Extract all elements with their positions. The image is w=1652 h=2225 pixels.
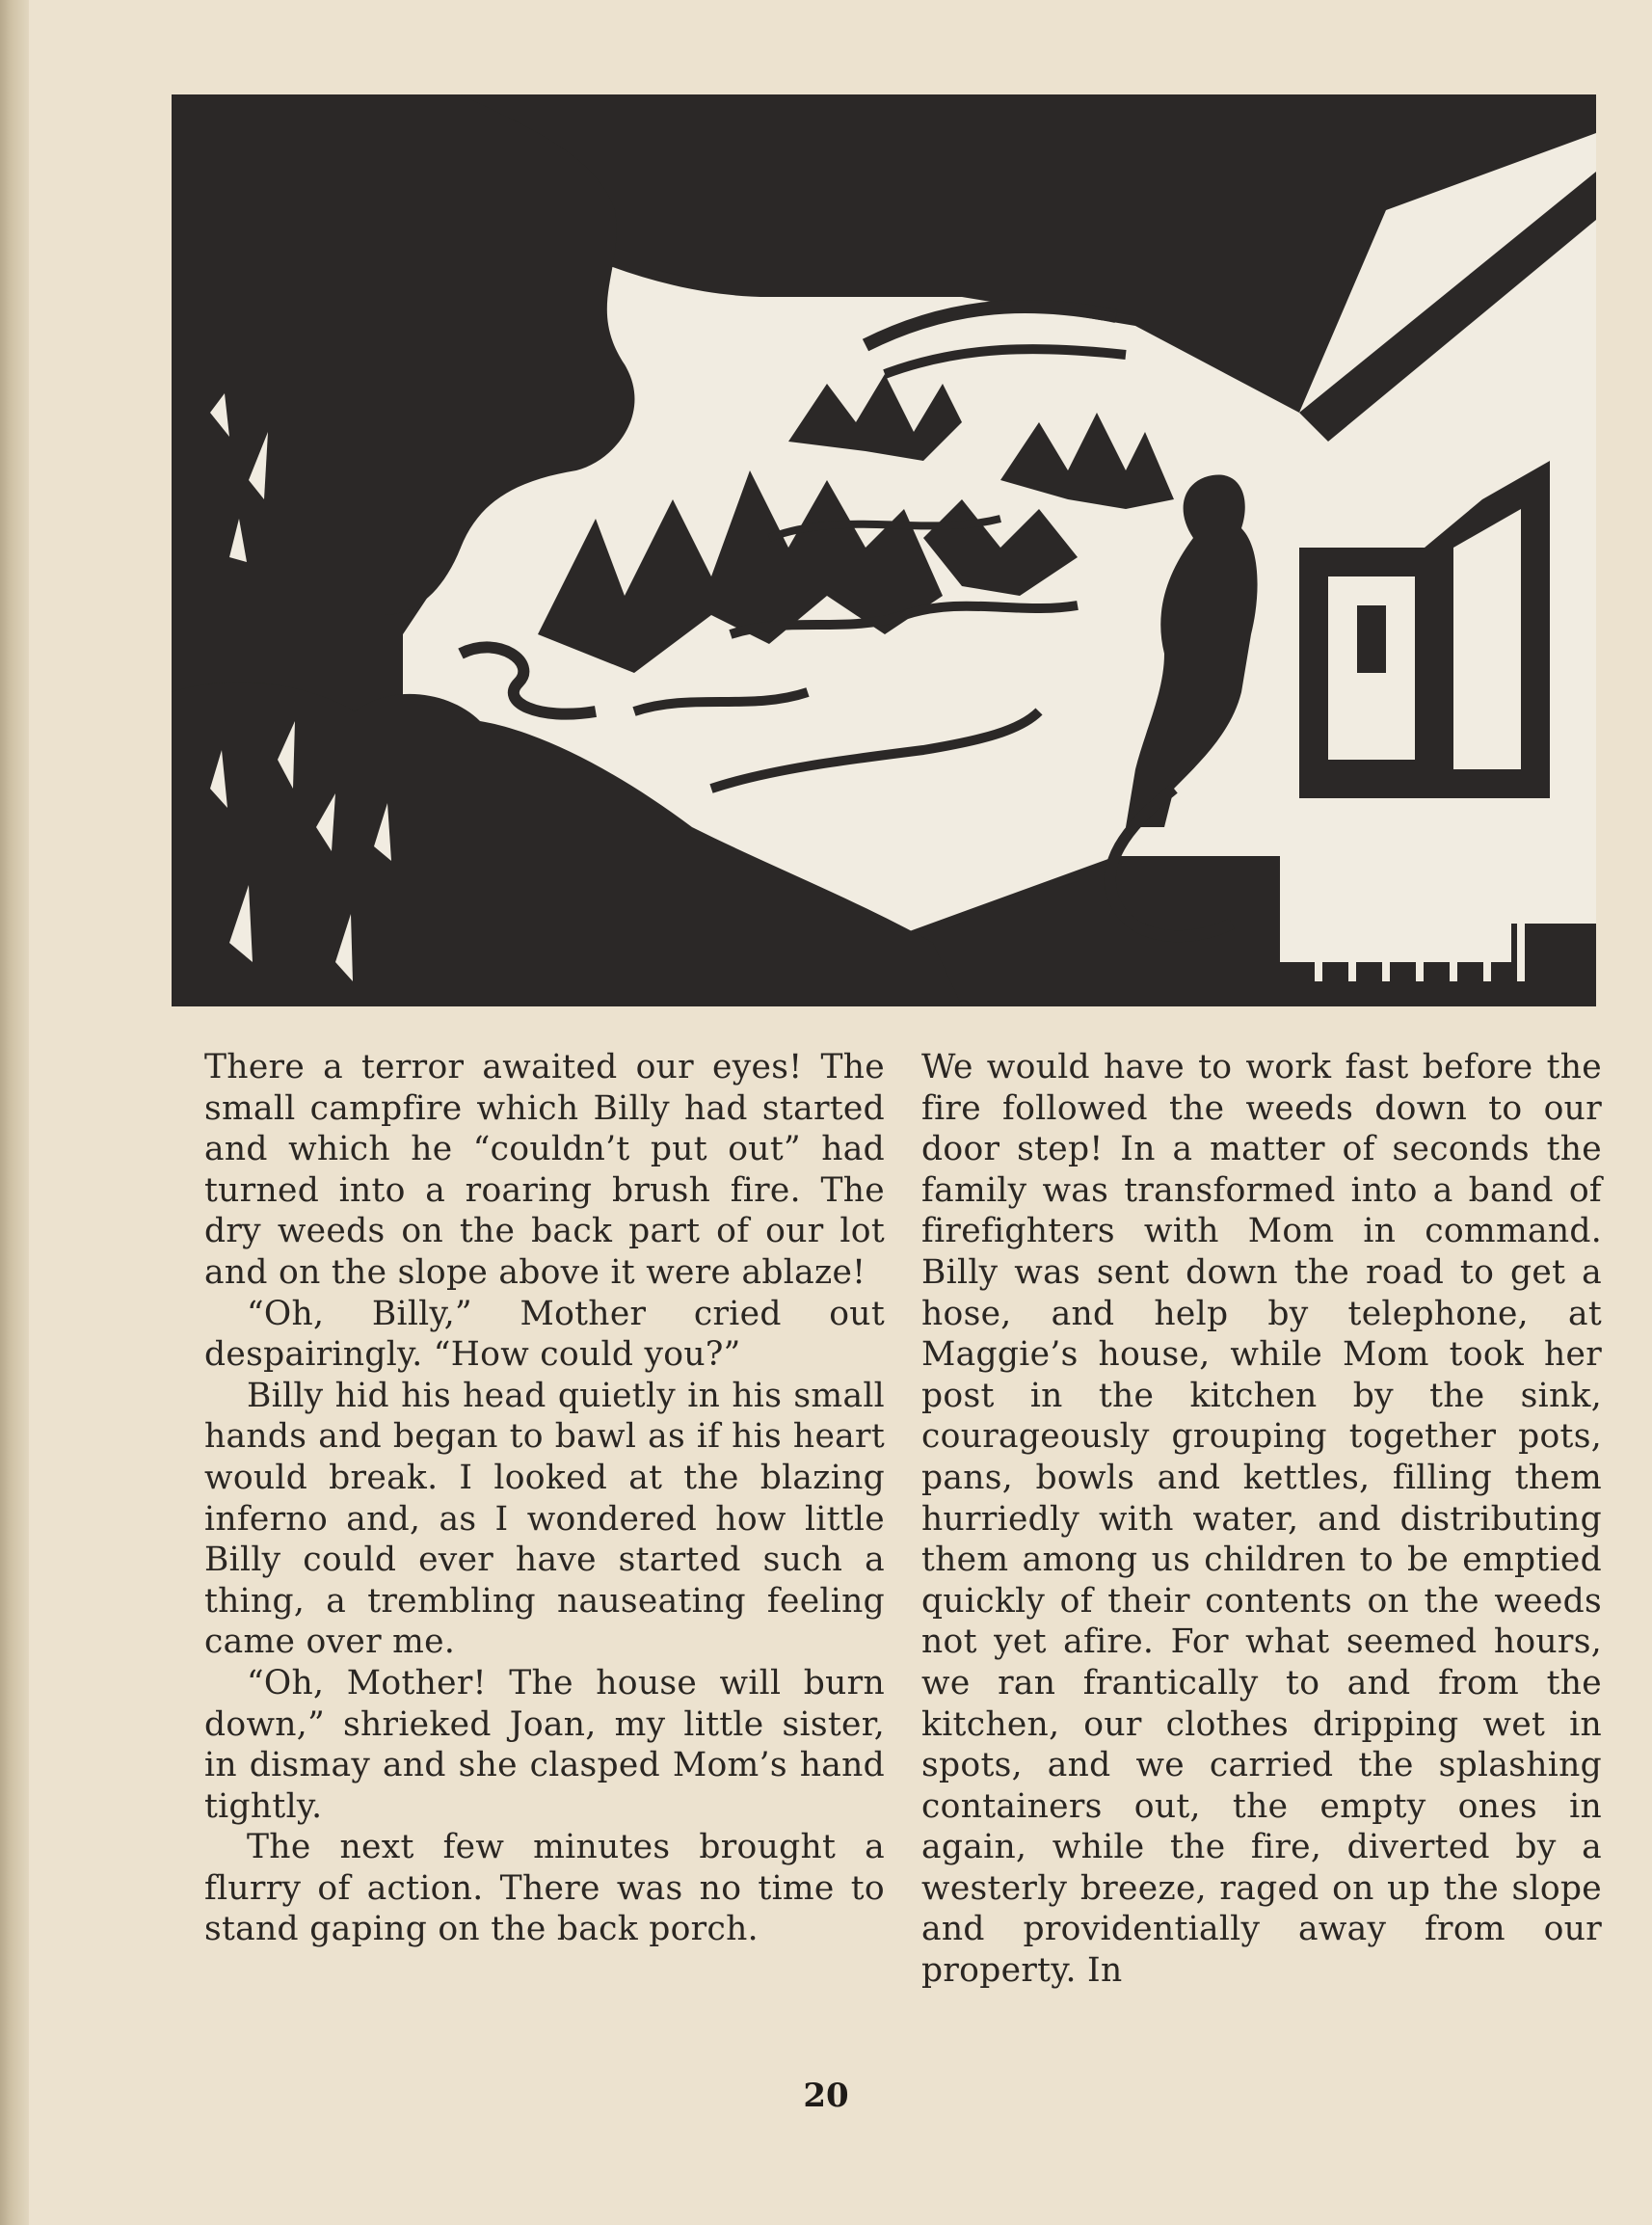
article-left-column bbox=[204, 1047, 885, 1950]
page-spine-edge bbox=[0, 0, 29, 2225]
paragraph: We would have to work fast before the fire followed the weeds down to our door step! In a matter of seconds the family was transformed into a band of firefighters with Mom in command. Billy was sent down the road to get a hose, and help by telephone, at Maggie’s house, while Mom took her post in the kitchen by the sink, courageously grouping together pots, pans, bowls and kettles, filling them hurriedly with water, and distributing them among us children to be emptied quickly of their contents on the weeds not yet afire. For what seemed hours, we ran frantically to and from the kitchen, our clothes dripping wet in spots, and we carried the splashing containers out, the empty ones in again, while the fire, diverted by a westerly breeze, raged on up the slope and providentially away from our property. In bbox=[921, 1048, 1602, 1991]
paragraph: “Oh, Billy,” Mother cried out despairingly. “How could you?” bbox=[204, 1294, 885, 1375]
brush-fire-woodcut-icon bbox=[172, 94, 1596, 1006]
page-number: 20 bbox=[803, 2077, 849, 2115]
paragraph: There a terror awaited our eyes! The small campfire which Billy had started and which he “couldn’t put out” had turned into a roaring brush fire. The dry weeds on the back part of our lot and on the slope above it were ablaze! bbox=[204, 1048, 885, 1292]
paragraph: Billy hid his head quietly in his small hands and began to bawl as if his heart would break. I looked at the blazing inferno and, as I wondered how little Billy could ever have started such a thing, a trembling nauseating feeling came over me. bbox=[204, 1376, 885, 1662]
woodcut-illustration bbox=[172, 94, 1596, 1006]
article-right-column bbox=[921, 1047, 1602, 1992]
paragraph: “Oh, Mother! The house will burn down,” shrieked Joan, my little sister, in dismay and she clasped Mom’s hand tightly. bbox=[204, 1663, 885, 1826]
paragraph: The next few minutes brought a flurry of action. There was no time to stand gaping on the back porch. bbox=[204, 1828, 885, 1949]
